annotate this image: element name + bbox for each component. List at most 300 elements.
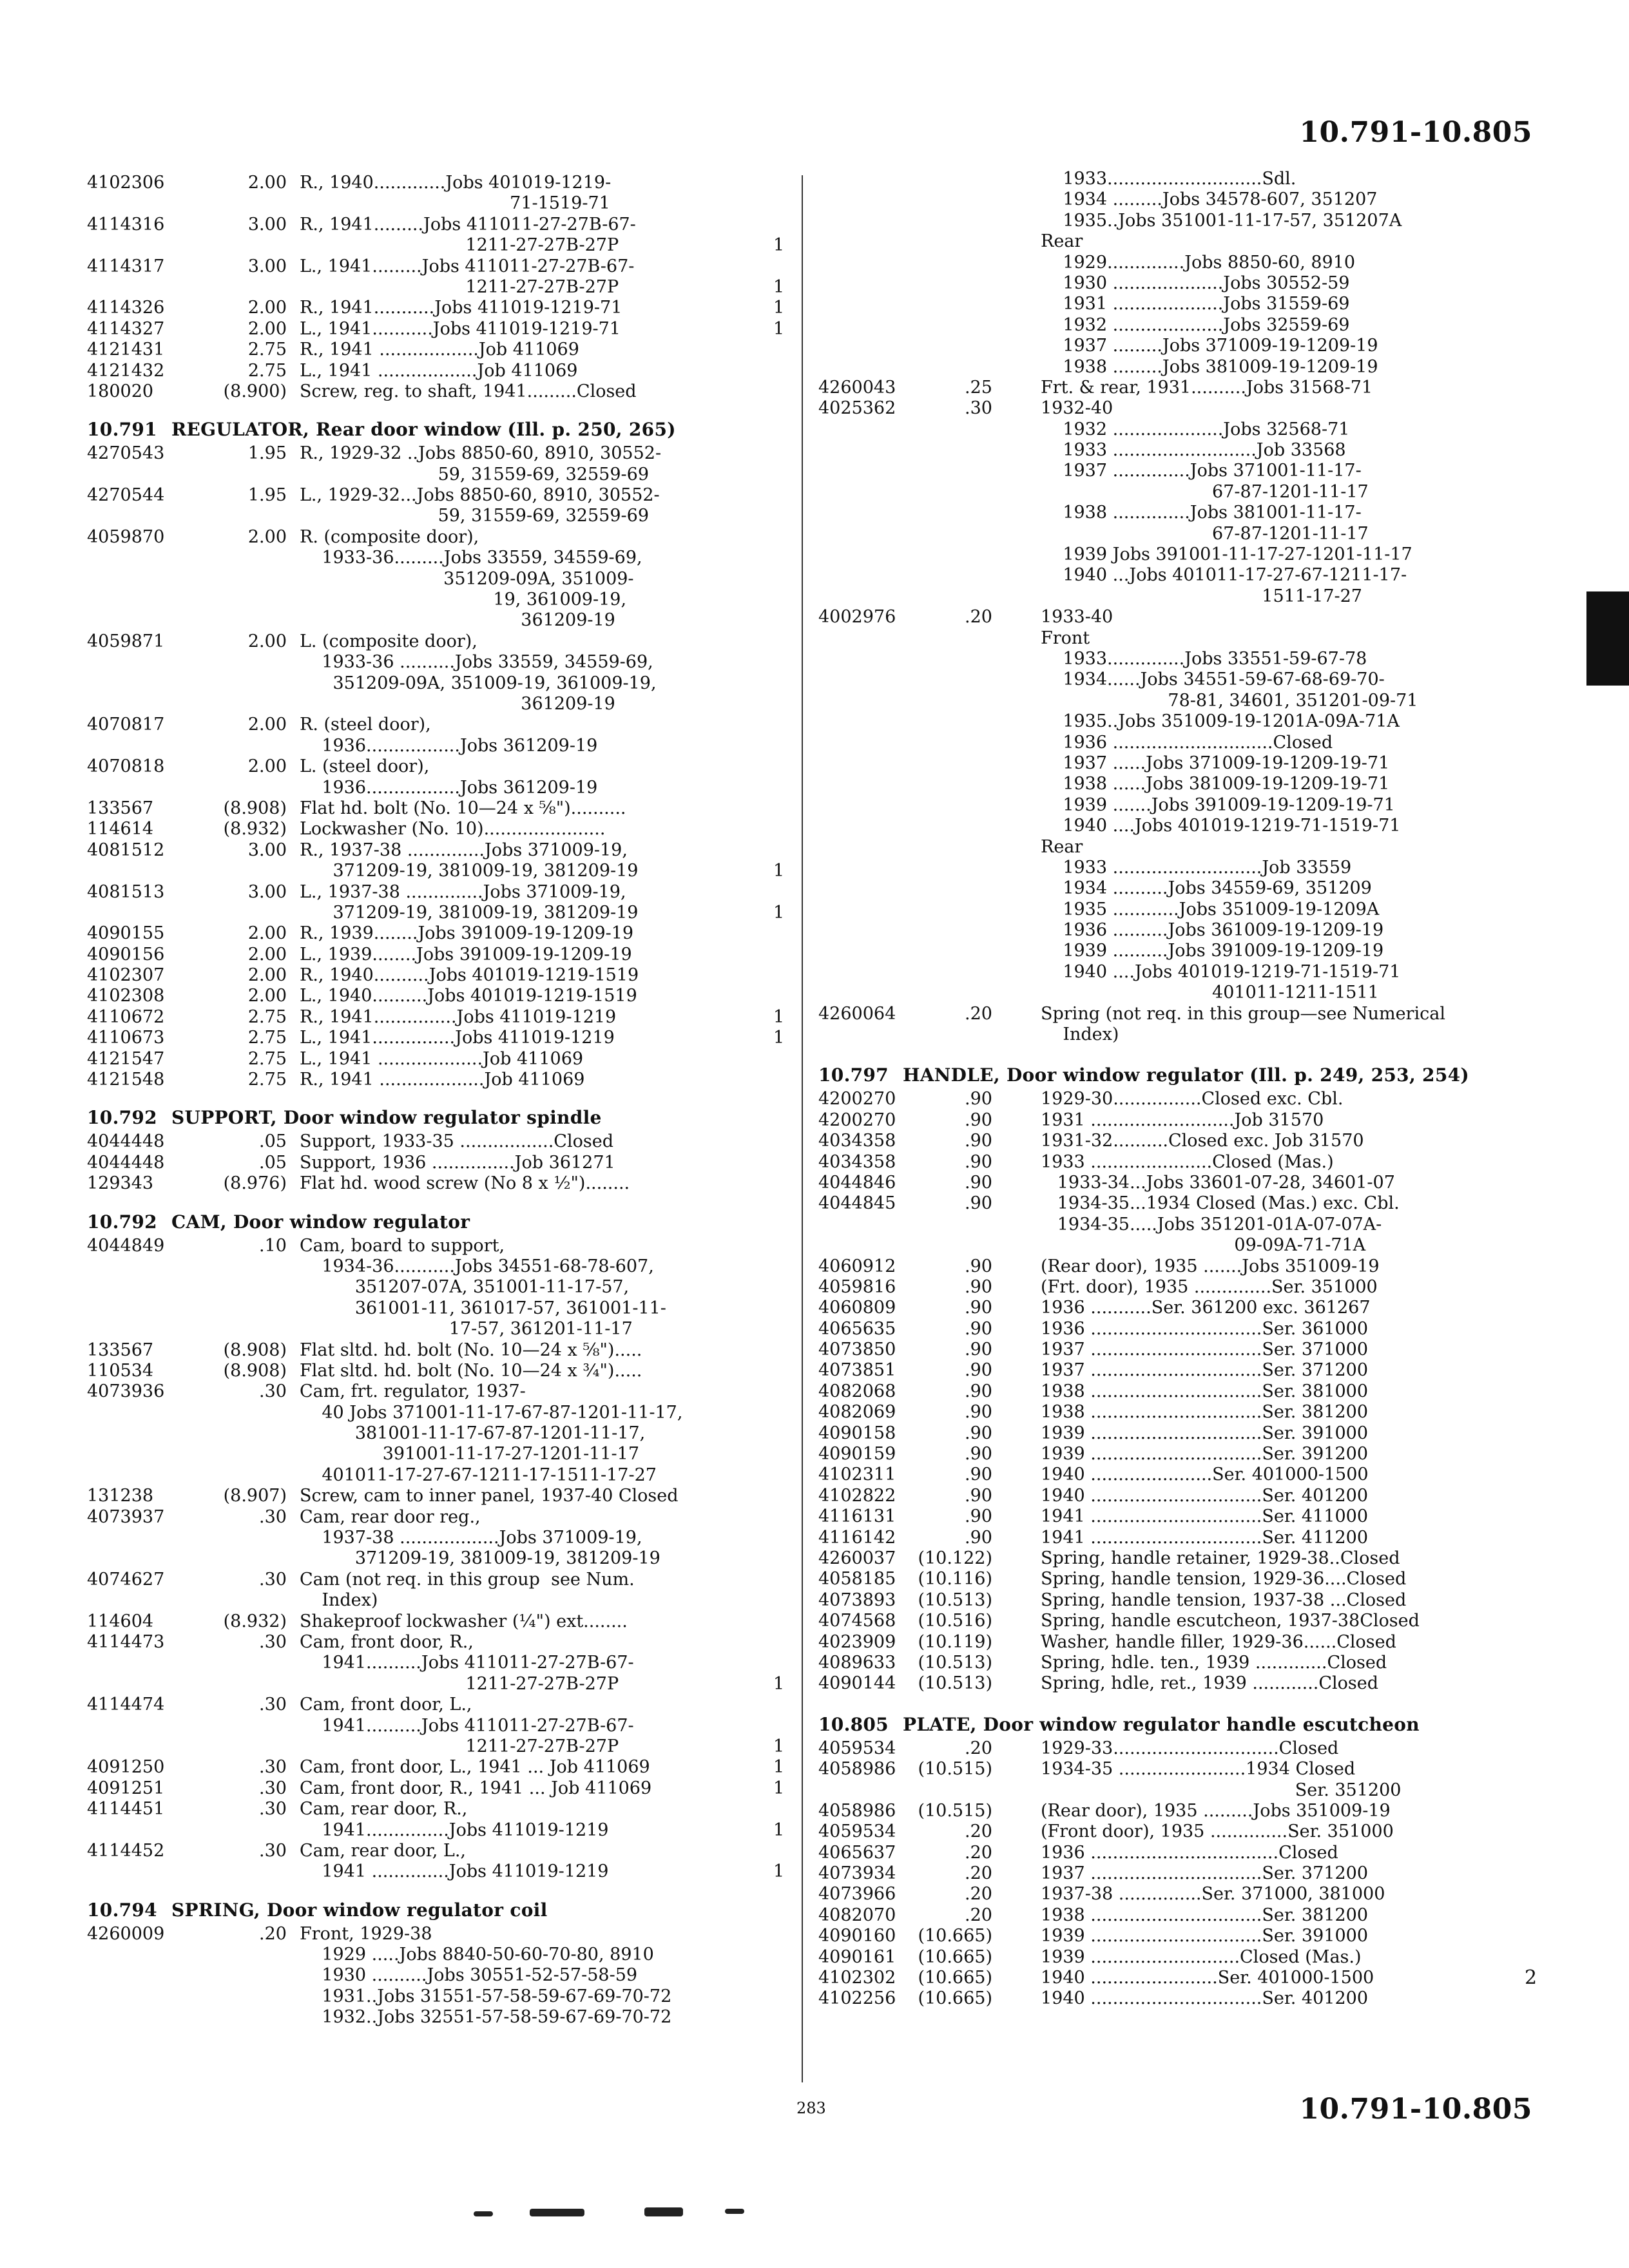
parts-row [818,1402,1492,1423]
section-code: 10.791 [87,419,157,441]
parts-row [87,548,796,568]
description: 1937 ......Jobs 371009-19-1209-19-71 [1041,753,1390,773]
description: 1940 ....Jobs 401019-1219-71-1519-71 [1041,961,1401,982]
description: 351209-09A, 351009- [300,568,634,589]
parts-row [818,1444,1492,1465]
description: Support, 1933-35 .................Closed [300,1131,613,1152]
section-heading [818,1714,1492,1736]
parts-row [818,795,1492,816]
quantity: 1 [773,235,785,256]
price: (10.116) [918,1569,992,1590]
price: .90 [965,1193,992,1214]
parts-row [818,1131,1492,1151]
price: (8.908) [223,1340,287,1360]
section-code: 10.805 [818,1713,889,1735]
parts-row [87,1131,796,1152]
description: 1936 ..........Jobs 361009-19-1209-19 [1041,920,1384,941]
description: (Frt. door), 1935 ..............Ser. 351000 [1041,1276,1378,1297]
parts-row [87,1861,796,1882]
description: 1930 ....................Jobs 30552-59 [1041,273,1350,293]
description: R., 1941...........Jobs 411019-1219-71 [300,298,622,318]
part-number: 4073936 [87,1381,165,1402]
description: 1932-40 [1041,398,1113,419]
scan-mark [474,2211,493,2216]
price: 3.00 [247,881,287,902]
description: Spring, handle tension, 1929-36....Closed [1041,1569,1407,1590]
part-number: 4270544 [87,485,165,506]
description: 381001-11-17-67-87-1201-11-17, [300,1423,646,1444]
part-number: 4082069 [818,1402,896,1423]
part-number: 4091251 [87,1778,165,1798]
description: 1933............................Sdl. [1041,169,1296,189]
price: 2.00 [247,965,287,986]
description: R., 1941...............Jobs 411019-1219 [300,1006,617,1027]
parts-row [818,336,1492,356]
price: .30 [259,1840,287,1861]
section-title: CAM, Door window regulator [171,1211,470,1233]
section-heading [818,1064,1492,1086]
description: 1933-36.........Jobs 33559, 34559-69, [300,548,642,568]
description: 1936 ...............................Ser. 361000 [1041,1318,1369,1339]
parts-row [818,378,1492,398]
parts-row [87,569,796,590]
part-number: 4102306 [87,173,165,193]
part-number: 4114316 [87,214,165,235]
parts-row [87,1007,796,1028]
part-number: 131238 [87,1486,154,1506]
description: R., 1941 ...................Job 411069 [300,1070,585,1090]
part-number: 4090158 [818,1423,896,1443]
quantity: 1 [773,1028,785,1048]
part-number: 4073934 [818,1863,896,1884]
parts-row [87,1945,796,1965]
description: 1930 ..........Jobs 30551-52-57-58-59 [300,1965,638,1986]
column-divider [802,175,803,2082]
parts-row [818,231,1492,252]
description: 1938 ......Jobs 381009-19-1209-19-71 [1041,774,1390,794]
part-number: 4200270 [818,1089,896,1110]
parts-row [87,673,796,694]
price: .90 [965,1151,992,1172]
description: Washer, handle filler, 1929-36......Closed [1041,1631,1396,1652]
parts-row [87,1340,796,1361]
parts-row [818,357,1492,378]
description: 1941 ...............................Ser. 411200 [1041,1527,1369,1548]
price: (8.932) [223,1611,287,1631]
description: L. (steel door), [300,756,430,777]
parts-row [87,1778,796,1799]
parts-row [87,1570,796,1590]
description: 1211-27-27B-27P [300,1736,619,1756]
description: L., 1937-38 ..............Jobs 371009-19, [300,881,626,902]
description: (Front door), 1935 ..............Ser. 351000 [1041,1821,1394,1842]
description: L., 1941.........Jobs 411011-27-27B-67- [300,256,635,276]
part-number: 4058986 [818,1800,896,1821]
thumb-index-tab [1586,591,1629,686]
part-number: 4114474 [87,1695,165,1715]
description: 1941..........Jobs 411011-27-27B-67- [300,1653,634,1673]
description: L. (composite door), [300,631,477,651]
price: 2.75 [247,340,287,360]
parts-row [87,1444,796,1465]
parts-row [818,816,1492,836]
description: 1931..Jobs 31551-57-58-59-67-69-70-72 [300,1986,672,2006]
quantity: 1 [773,1820,785,1840]
quantity: 1 [773,1861,785,1882]
part-number: 4074568 [818,1611,896,1631]
description: L., 1940..........Jobs 401019-1219-1519 [300,986,637,1006]
parts-row [818,1884,1492,1905]
part-number: 4082068 [818,1381,896,1401]
description: L., 1941 ..................Job 411069 [300,360,578,381]
part-number: 4073966 [818,1884,896,1905]
description: L., 1929-32...Jobs 8850-60, 8910, 30552- [300,485,660,506]
part-number: 4116131 [818,1506,896,1527]
description: L., 1941...........Jobs 411019-1219-71 [300,318,621,339]
price: (10.515) [918,1800,992,1821]
parts-row [818,1801,1492,1821]
parts-row [818,1152,1492,1173]
parts-row [87,1381,796,1402]
parts-row [87,1986,796,2007]
price: 2.75 [247,1006,287,1027]
parts-row [818,253,1492,273]
parts-row [87,903,796,923]
parts-row [818,1340,1492,1360]
price: 2.75 [247,1028,287,1048]
description: 1938 ...............................Ser. 381000 [1041,1381,1369,1401]
description: 1941 ..............Jobs 411019-1219 [300,1861,609,1882]
parts-row [87,1256,796,1277]
price: 3.00 [247,256,287,276]
description: 1941...............Jobs 411019-1219 [300,1820,609,1840]
part-number: 4059816 [818,1276,896,1297]
part-number: 110534 [87,1360,154,1381]
parts-row [818,878,1492,899]
description: 1934......Jobs 34551-59-67-68-69-70- [1041,669,1385,690]
parts-row [818,962,1492,983]
parts-row [87,923,796,944]
part-number: 133567 [87,798,154,818]
part-number: 4270543 [87,443,165,464]
part-number: 4114317 [87,256,165,276]
part-number: 4114451 [87,1799,165,1820]
description: 1937 ...............................Ser. 371200 [1041,1863,1369,1884]
description: 1937 ..............Jobs 371001-11-17- [1041,461,1362,481]
description: L., 1939........Jobs 391009-19-1209-19 [300,944,632,965]
price: 2.00 [247,986,287,1006]
part-number: 133567 [87,1340,154,1360]
part-number: 4200270 [818,1110,896,1130]
description: 71-1519-71 [300,193,610,214]
part-number: 4034358 [818,1131,896,1151]
price: 2.00 [247,298,287,318]
price: .05 [259,1152,287,1173]
section-heading [87,1211,796,1233]
description: Front [1041,628,1090,648]
part-number: 4025362 [818,398,896,419]
description: 1938 .........Jobs 381009-19-1209-19 [1041,356,1378,377]
parts-row [87,1319,796,1340]
part-number: 4114452 [87,1840,165,1861]
parts-row [818,1926,1492,1946]
parts-row [87,527,796,548]
parts-row [818,1821,1492,1842]
price: .90 [965,1402,992,1423]
price: .20 [965,1003,992,1024]
part-number: 4102302 [818,1968,896,1988]
price: (10.665) [918,1988,992,2009]
description: 1936.................Jobs 361209-19 [300,777,598,798]
parts-row [818,1548,1492,1569]
part-number: 4121431 [87,340,165,360]
parts-row [818,1780,1492,1801]
description: 1940 ...............................Ser. 401200 [1041,1485,1369,1506]
scan-mark [644,2207,683,2216]
parts-row [818,1215,1492,1235]
parts-row [87,1736,796,1757]
parts-row [818,753,1492,774]
description: 1211-27-27B-27P [300,1673,619,1694]
description: 1511-17-27 [1041,586,1362,606]
price: .30 [259,1695,287,1715]
description: 1937 ...............................Ser. 371200 [1041,1360,1369,1381]
parts-row [87,840,796,861]
part-number: 4065637 [818,1842,896,1863]
section-title: REGULATOR, Rear door window (Ill. p. 250, 265) [171,419,676,441]
price: (10.516) [918,1611,992,1631]
section-title: SPRING, Door window regulator coil [171,1899,548,1921]
description: 19, 361009-19, [300,590,627,610]
quantity: 1 [773,902,785,923]
part-number: 4121432 [87,360,165,381]
description: 1938 ..............Jobs 381001-11-17- [1041,503,1362,523]
parts-row [818,1590,1492,1611]
description: 1937 .........Jobs 371009-19-1209-19 [1041,336,1378,356]
parts-row [818,419,1492,440]
part-number: 4121548 [87,1070,165,1090]
part-number: 4090144 [818,1673,896,1694]
description: 1933 ..........................Job 33568 [1041,440,1346,461]
description: 1941 ...............................Ser. 411000 [1041,1506,1369,1527]
price: .05 [259,1131,287,1152]
description: Screw, cam to inner panel, 1937-40 Closed [300,1486,679,1506]
description: Flat hd. bolt (No. 10—24 x ⅝").......... [300,798,626,818]
section-heading [87,419,796,441]
price: 2.75 [247,1070,287,1090]
part-number: 4044849 [87,1235,165,1256]
price: .20 [259,1923,287,1944]
description: 1939 ...........................Closed (Mas.) [1041,1946,1362,1967]
description: 1941..........Jobs 411011-27-27B-67- [300,1715,634,1736]
parts-row [818,294,1492,314]
parts-row [87,1236,796,1256]
parts-row [87,298,796,318]
description: Index) [300,1590,378,1611]
parts-row [818,1298,1492,1318]
price: .20 [965,1738,992,1758]
parts-row [87,1403,796,1423]
description: Cam, front door, L., [300,1695,472,1715]
description: R., 1941.........Jobs 411011-27-27B-67- [300,214,636,235]
parts-row [87,381,796,402]
parts-row [818,1968,1492,1988]
description: 78-81, 34601, 351201-09-71 [1041,690,1418,711]
parts-row [818,1423,1492,1444]
section-title: PLATE, Door window regulator handle escutcheon [902,1713,1420,1735]
parts-row [818,711,1492,732]
parts-row [87,652,796,673]
parts-row [87,1653,796,1673]
description: Cam, front door, L., 1941 ... Job 411069 [300,1757,650,1778]
part-number: 4073937 [87,1506,165,1527]
description: 1940 ......................Ser. 401000-1500 [1041,1465,1369,1485]
part-number: 4114327 [87,318,165,339]
parts-row [818,398,1492,419]
price: .30 [259,1778,287,1798]
description: 1931 ..........................Job 31570 [1041,1110,1324,1130]
price: .30 [259,1799,287,1820]
part-number: 4102256 [818,1988,896,2009]
part-number: 129343 [87,1173,154,1194]
scan-artifacts [0,2204,1629,2229]
part-number: 180020 [87,381,154,401]
parts-row [87,1465,796,1486]
description: Front, 1929-38 [300,1923,432,1944]
parts-row [818,1843,1492,1863]
parts-row [87,945,796,965]
description: Spring, hdle, ret., 1939 ............Closed [1041,1673,1379,1694]
part-number: 4260064 [818,1003,896,1024]
quantity: 1 [773,1006,785,1027]
parts-row [818,1319,1492,1340]
quantity: 1 [773,276,785,297]
description: Support, 1936 ...............Job 361271 [300,1152,615,1173]
part-number: 4081513 [87,881,165,902]
price: (10.515) [918,1759,992,1780]
part-number: 4059870 [87,526,165,547]
price: .20 [965,1884,992,1905]
description: 1934 .........Jobs 34578-607, 351207 [1041,189,1378,210]
price: .90 [965,1485,992,1506]
quantity: 1 [773,1757,785,1778]
price: .90 [965,1340,992,1360]
price: .30 [259,1632,287,1652]
description: 1211-27-27B-27P [300,235,619,256]
parts-row [818,273,1492,294]
parts-row [87,986,796,1006]
price: (10.665) [918,1926,992,1946]
parts-row [87,756,796,777]
description: Lockwasher (No. 10)...................... [300,819,606,840]
parts-row [818,1988,1492,2009]
parts-row [87,882,796,903]
parts-row [818,1235,1492,1256]
part-number: 4034358 [818,1151,896,1172]
part-number: 4059534 [818,1821,896,1842]
parts-row [818,899,1492,920]
right-column [818,169,1492,2010]
description: 1933 ...........................Job 33559 [1041,857,1352,878]
price: 3.00 [247,214,287,235]
description: 1211-27-27B-27P [300,276,619,297]
description: (Rear door), 1935 .......Jobs 351009-19 [1041,1256,1380,1276]
price: .90 [965,1089,992,1110]
price: 1.95 [247,443,287,464]
description: Shakeproof lockwasher (¼") ext........ [300,1611,628,1631]
description: 09-09A-71-71A [1041,1235,1366,1256]
price: .90 [965,1381,992,1401]
parts-row [818,1360,1492,1381]
price: .90 [965,1298,992,1318]
parts-row [87,715,796,735]
description: 1934-35...1934 Closed (Mas.) exc. Cbl. [1041,1193,1400,1214]
description: Screw, reg. to shaft, 1941.........Closed [300,381,637,401]
parts-row [818,1863,1492,1884]
parts-row [87,736,796,756]
price: .90 [965,1256,992,1276]
description: 1936 .............................Closed [1041,732,1333,753]
part-number: 4110672 [87,1006,165,1027]
margin-number: 2 [1525,1966,1537,1989]
description: 1939 Jobs 391001-11-17-27-1201-11-17 [1041,544,1412,565]
description: 1933-34...Jobs 33601-07-28, 34601-07 [1041,1172,1395,1193]
parts-row [87,965,796,986]
part-number: 4081512 [87,840,165,860]
parts-row [818,774,1492,794]
description: 361209-19 [300,610,615,631]
section-heading [87,1899,796,1921]
parts-row [87,1277,796,1298]
description: 1936 ...........Ser. 361200 exc. 361267 [1041,1298,1371,1318]
parts-row [818,315,1492,336]
description: 371209-19, 381009-19, 381209-19 [300,902,639,923]
price: .20 [965,607,992,628]
description: 1939 ...............................Ser. 391000 [1041,1926,1369,1946]
parts-row [87,1298,796,1319]
part-number: 4260009 [87,1923,165,1944]
description: 1940 .......................Ser. 401000-1500 [1041,1968,1374,1988]
part-number: 4073851 [818,1360,896,1381]
parts-row [818,1277,1492,1298]
description: 1939 ..........Jobs 391009-19-1209-19 [1041,941,1384,961]
description: Spring, hdle. ten., 1939 .............Closed [1041,1652,1387,1673]
price: .30 [259,1757,287,1778]
parts-row [87,277,796,298]
section-code: 10.792 [87,1211,157,1233]
description: 1935..Jobs 351001-11-17-57, 351207A [1041,210,1402,231]
price: .20 [965,1842,992,1863]
description: 1932 ....................Jobs 32559-69 [1041,314,1350,335]
price: (8.908) [223,798,287,818]
parts-row [87,610,796,631]
parts-row [818,1004,1492,1024]
page-number: 283 [796,2099,826,2117]
parts-row [818,211,1492,231]
description: 1939 ...............................Ser. 391200 [1041,1444,1369,1465]
price: (8.900) [223,381,287,401]
parts-row [818,983,1492,1003]
description: 351207-07A, 351001-11-17-57, [300,1277,630,1298]
parts-row [818,858,1492,878]
price: .90 [965,1172,992,1193]
parts-row [87,590,796,610]
description: Flat sltd. hd. bolt (No. 10—24 x ⅝")..... [300,1340,642,1360]
parts-row [818,1506,1492,1527]
description: Cam, rear door reg., [300,1506,481,1527]
parts-row [818,1465,1492,1485]
part-number: 4044845 [818,1193,896,1214]
